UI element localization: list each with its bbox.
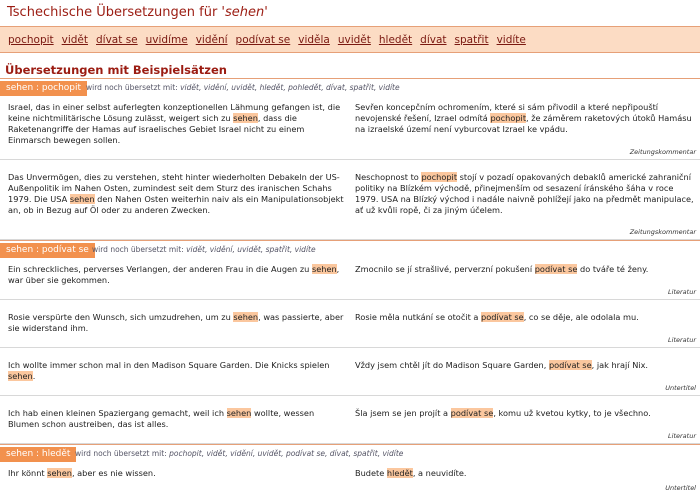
highlight-term: pochopit	[490, 113, 527, 123]
translation-section-header	[0, 240, 700, 258]
german-sentence: Rosie verspürte den Wunsch, sich umzudrehen, um zu sehen, was passierte, aber sie widerstand ihm.	[8, 312, 344, 333]
example-row	[0, 396, 700, 444]
also-label: wird noch übersetzt mit:	[92, 245, 184, 254]
nav-link-uvidime[interactable]: uvidíme	[145, 33, 188, 46]
czech-sentence: Rosie měla nutkání se otočit a podívat se, co se děje, ale odolala mu.	[355, 312, 639, 322]
czech-sentence: Zmocnilo se jí strašlivé, perverzní pokušení podívat se do tváře té ženy.	[355, 264, 649, 274]
highlight-term: sehen	[233, 312, 259, 322]
nav-link-videt[interactable]: vidět	[61, 33, 89, 46]
german-sentence: Ich wollte immer schon mal in den Madison Square Garden. Die Knicks spielen sehen.	[8, 360, 330, 381]
nav-link-divat[interactable]: dívat	[420, 33, 447, 46]
source-label: Literatur	[668, 336, 696, 344]
title-query: sehen	[225, 5, 265, 20]
example-row	[0, 348, 700, 396]
highlight-term: hledět	[386, 468, 413, 478]
also-translated	[75, 448, 403, 460]
highlight-term: sehen	[69, 194, 95, 204]
german-sentence: Israel, das in einer selbst auferlegten konzeptionellen Lähmung gefangen ist, die keine nichtmilitärische Lösung zulässt, weigert sich zu sehen, dass die Raketenangriffe der Hamas auf israelisches Gebiet Israel nicht zu einem Einmarsch bewegen sollen.	[8, 102, 341, 145]
translation-section-header	[0, 78, 700, 96]
highlight-term: sehen	[233, 113, 258, 123]
german-sentence: Ihr könnt sehen, aber es nie wissen.	[8, 468, 156, 478]
example-row	[0, 160, 700, 240]
highlight-term: pochopit	[421, 172, 458, 182]
nav-link-divat-se[interactable]: dívat se	[96, 33, 138, 46]
example-row	[0, 258, 700, 300]
nav-link-pochopit[interactable]: pochopit	[8, 33, 54, 46]
german-sentence: Ein schreckliches, perverses Verlangen, der anderen Frau in die Augen zu sehen, war über sie gekommen.	[8, 264, 340, 285]
nav-link-spatrit[interactable]: spatřit	[454, 33, 489, 46]
german-sentence: Ich hab einen kleinen Spaziergang gemacht, weil ich sehen wollte, wessen Blumen schon austreiben, das ist alles.	[8, 408, 315, 429]
nav-link-vidite[interactable]: vidíte	[496, 33, 526, 46]
czech-sentence: Vždy jsem chtěl jít do Madison Square Garden, podívat se, jak hrají Nix.	[355, 360, 649, 370]
source-label: Zeitungskommentar	[629, 228, 696, 236]
highlight-term: podívat se	[450, 408, 494, 418]
nav-link-uvidet[interactable]: uvidět	[337, 33, 371, 46]
source-label: Literatur	[668, 288, 696, 296]
translation-section-header	[0, 444, 700, 462]
source-label: Zeitungskommentar	[629, 148, 696, 156]
example-row	[0, 96, 700, 160]
czech-sentence: Neschopnost to pochopit stojí v pozadí opakovaných debaklů americké zahraniční politiky na Blízkém východě, přinejmenším od sesazení íránského šáha v roce 1979. USA na Blízký východ i nadále naivně pohlížejí jako na předmět manipulace, ať už kvůli ropě, či za jiným účelem.	[355, 172, 694, 215]
related-words-nav	[0, 26, 700, 53]
nav-link-hledet[interactable]: hledět	[378, 33, 413, 46]
example-row	[0, 300, 700, 348]
source-label: Literatur	[668, 432, 696, 440]
highlight-term: podívat se	[481, 312, 524, 322]
example-row	[0, 462, 700, 494]
nav-link-podivat-se[interactable]: podívat se	[235, 33, 291, 46]
nav-link-videla[interactable]: viděla	[298, 33, 330, 46]
highlight-term: sehen	[47, 468, 72, 478]
also-translated	[92, 244, 316, 256]
nav-link-videni[interactable]: vidění	[195, 33, 228, 46]
czech-sentence: Sevřen koncepčním ochromením, které si sám přivodil a které nepřipouští nevojenské řešení, Izrael odmítá pochopit, že záměrem raketových útoků Hamásu na izraelské území není vyburcovat Izrael ke vpádu.	[355, 102, 692, 134]
translation-badge[interactable]: sehen : hledět	[0, 447, 76, 462]
title-prefix: Tschechische Übersetzungen für '	[7, 5, 226, 20]
highlight-term: sehen	[226, 408, 252, 418]
title-suffix: '	[264, 5, 268, 20]
translation-badge[interactable]: sehen : pochopit	[0, 81, 87, 96]
czech-sentence: Budete hledět, a neuvidíte.	[355, 468, 467, 478]
also-label: wird noch übersetzt mit:	[75, 449, 167, 458]
translation-badge[interactable]: sehen : podívat se	[0, 243, 95, 258]
also-translated	[86, 82, 400, 94]
also-words[interactable]: vidět, vidění, uvidět, hledět, pohledět, dívat, spatřit, vidíte	[180, 83, 400, 92]
highlight-term: sehen	[311, 264, 337, 274]
also-words[interactable]: pochopit, vidět, vidění, uvidět, podívat se, dívat, spatřit, vidíte	[169, 449, 404, 458]
section-heading: Übersetzungen mit Beispielsätzen	[5, 63, 227, 77]
highlight-term: podívat se	[534, 264, 578, 274]
czech-sentence: Šla jsem se jen projít a podívat se, komu už kvetou kytky, to je všechno.	[355, 408, 651, 418]
also-words[interactable]: vidět, vidění, uvidět, spatřit, vidíte	[186, 245, 316, 254]
highlight-term: sehen	[8, 371, 33, 381]
highlight-term: podívat se	[548, 360, 592, 370]
german-sentence: Das Unvermögen, dies zu verstehen, steht hinter wiederholten Debakeln der US-Außenpolitik im Nahen Osten, zumindest seit dem Sturz des iranischen Schahs 1979. Die USA sehen den Nahen Osten weiterhin naiv als ein Manipulationsobjekt an, ob in Bezug auf Öl oder zu anderen Zwecken.	[8, 172, 344, 215]
source-label: Untertitel	[665, 384, 696, 392]
source-label: Untertitel	[665, 484, 696, 492]
page-title	[7, 5, 268, 20]
also-label: wird noch übersetzt mit:	[86, 83, 178, 92]
